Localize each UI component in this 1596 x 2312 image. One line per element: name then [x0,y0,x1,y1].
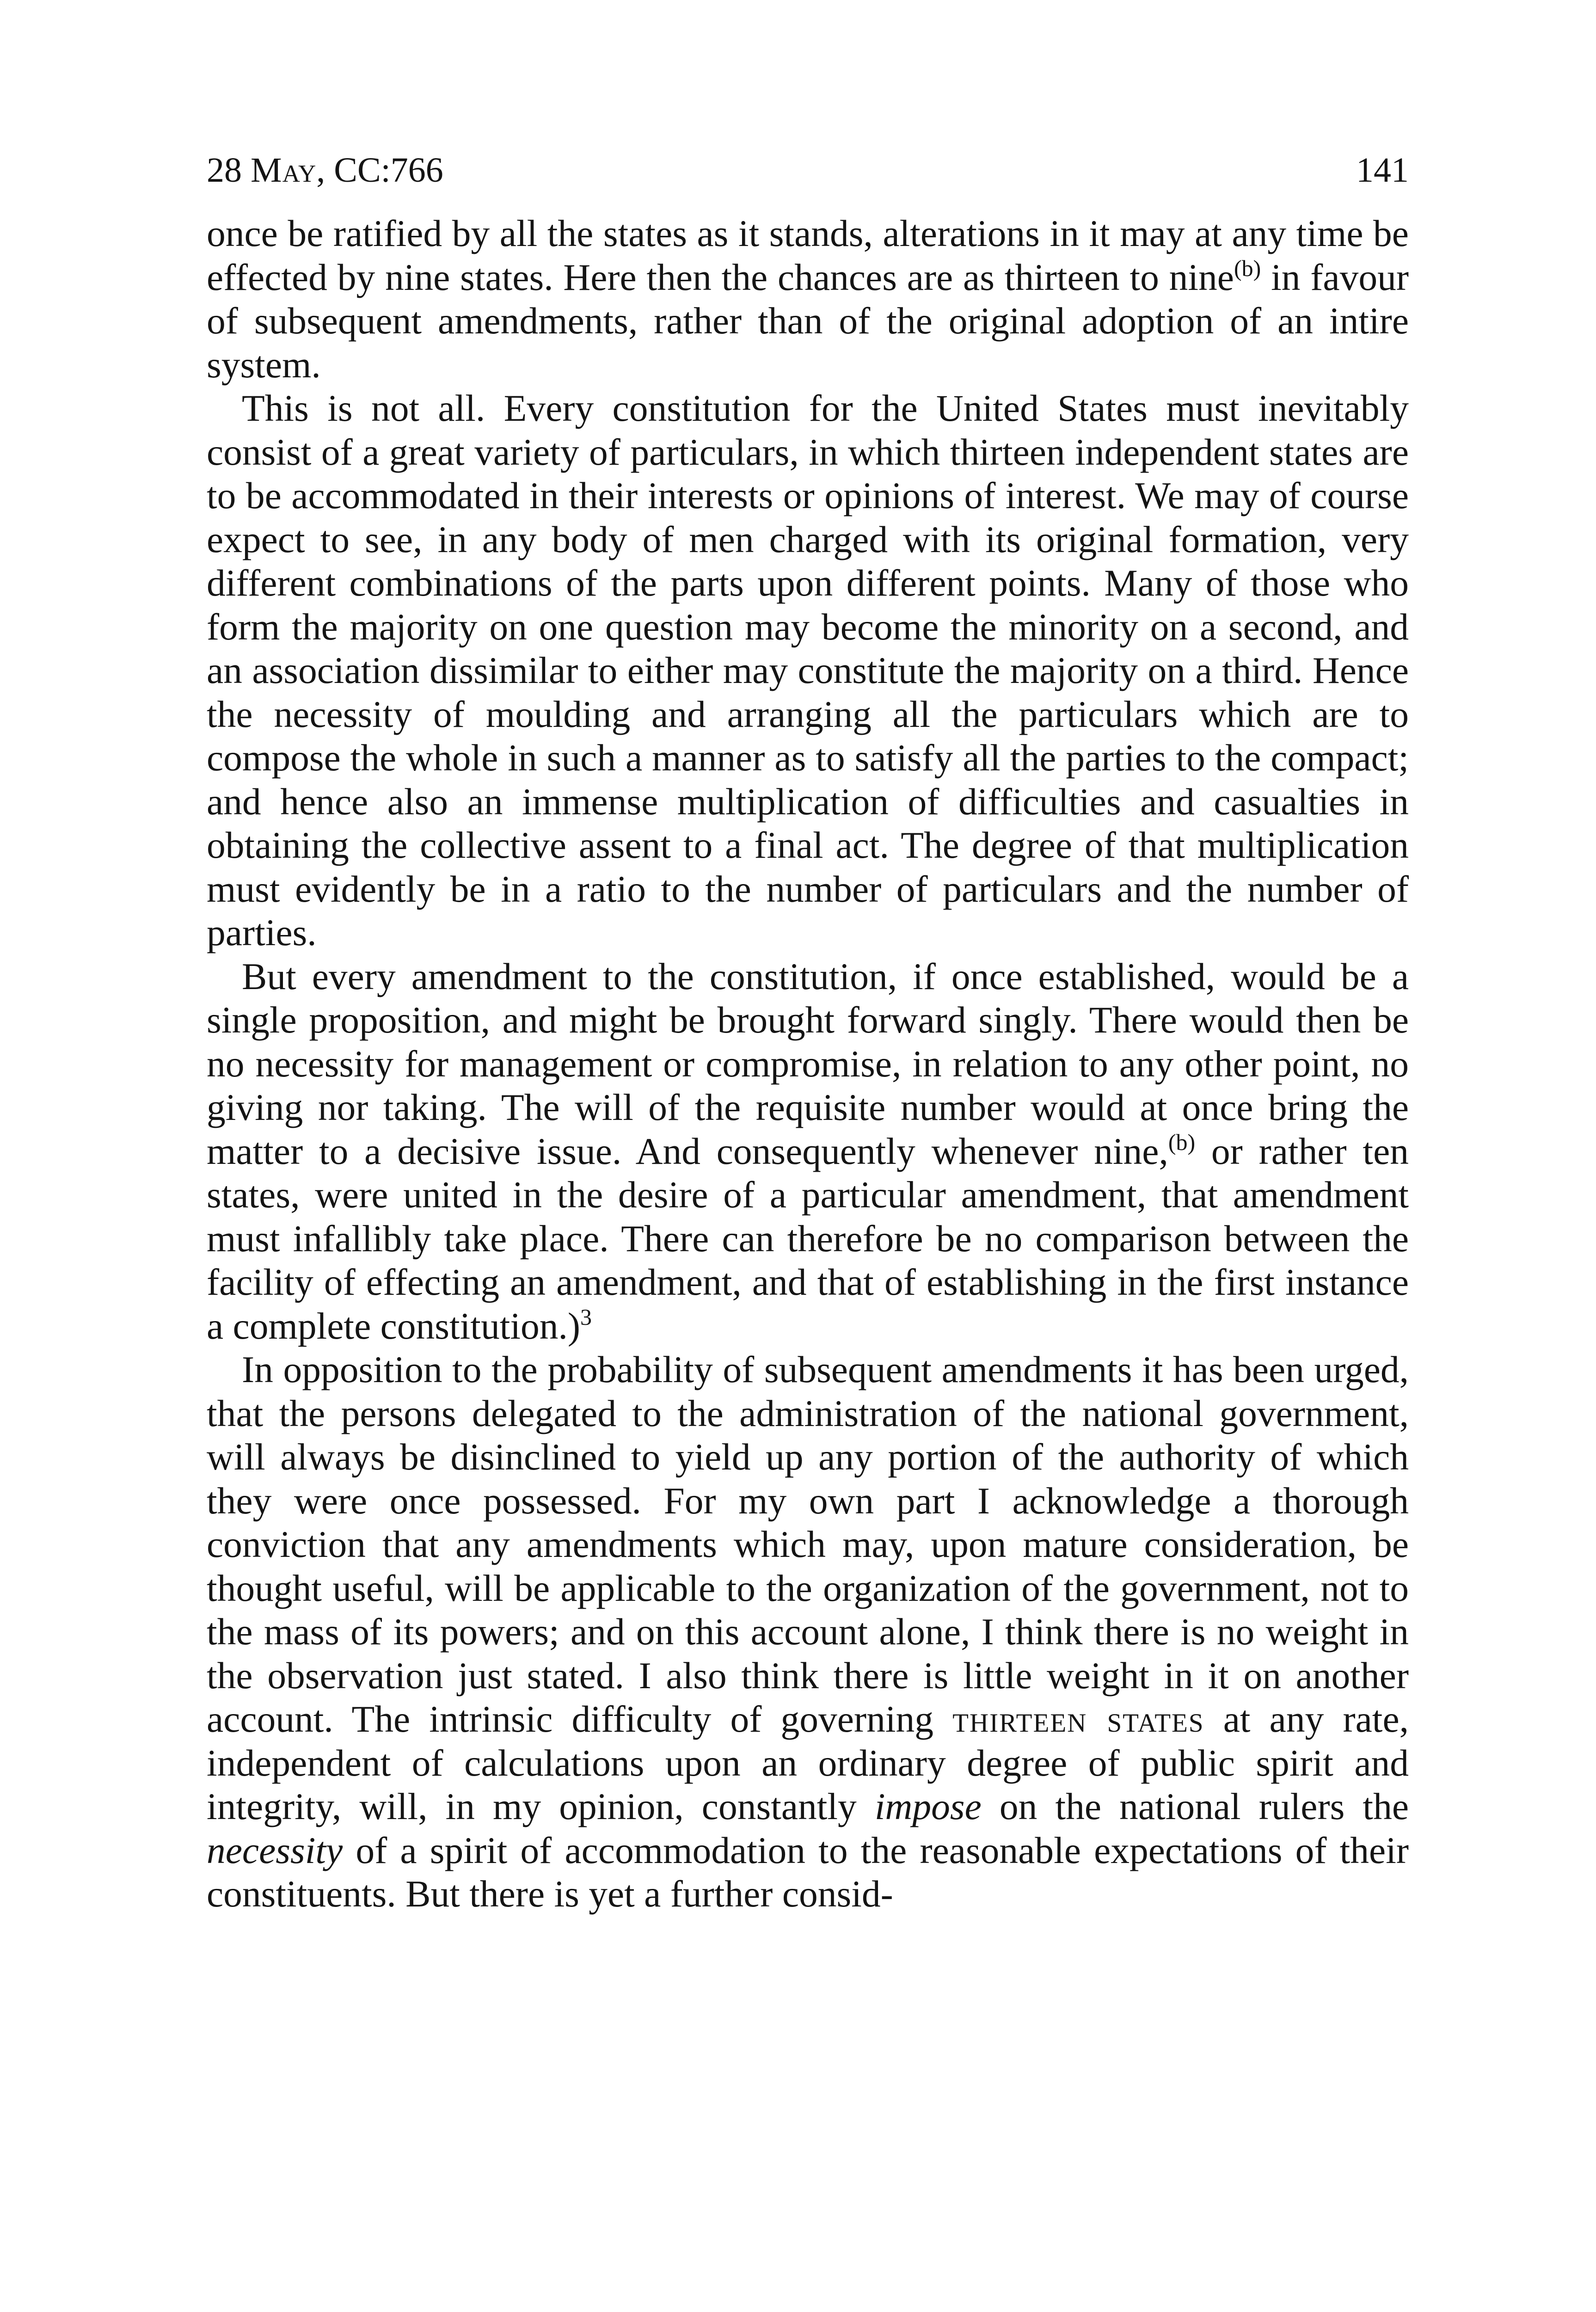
body-text [207,212,1409,1916]
document-page [207,148,1409,1916]
running-head-ref: CC:766 [334,151,443,190]
text-run: once be ratified by all the states as it stands, alterations in it may at any time be effected by nine states. Here then the chances are as thirteen to nine [207,212,1409,298]
text-run: of a spirit of accommodation to the reasonable expectations of their constituents. But there is yet a further consid- [207,1829,1409,1915]
text-run: or rather ten states, were united in the desire of a particular amendment, that amendment must infallibly take place. There can therefore be no comparison between the facility of effecting an amendment, and that of establishing in the first instance a complete constitution.) [207,1130,1409,1347]
text-run: In opposition to the probability of subsequent amendments it has been urged, that the persons delegated to the administration of the national government, will always be disinclined to yield up any portion of the authority of which they were once possessed. For my own part I acknowledge a thorough conviction that any amendments which may, upon mature consideration, be thought useful, will be applicable to the organization of the government, not to the mass of its powers; and on this account alone, I think there is no weight in the observation just stated. I also think there is little weight in it on another account. The intrinsic difficulty of governing [207,1348,1409,1740]
paragraph [207,955,1409,1348]
page-number: 141 [1356,151,1409,190]
running-head [207,148,1409,192]
footnote-marker: 3 [580,1304,592,1330]
text-run: on the national rulers the [981,1785,1409,1827]
running-head-separator: , [316,151,334,190]
text-run: in favour of subsequent amendments, rather than of the original adoption of an intire system. [207,256,1409,386]
running-head-month: May [251,151,317,190]
footnote-marker: (b) [1168,1129,1196,1155]
text-run: This is not all. Every constitution for the United States must inevitably consist of a great variety of particulars, in which thirteen independent states are to be accommodated in their interests or opinions of interest. We may of course expect to see, in any body of men charged with its original formation, very different combinations of the parts upon different points. Many of those who form the majority on one question may become the minority on a second, and an association dissimilar to either may constitute the majority on a third. Hence the necessity of moulding and arranging all the particulars which are to compose the whole in such a manner as to satisfy all the parties to the compact; and hence also an immense multiplication of difficulties and casualties in obtaining the collective assent to a final act. The degree of that multiplication must evidently be in a ratio to the number of particulars and the number of parties. [207,387,1409,953]
text-run: But every amendment to the constitution, if once established, would be a single proposition, and might be brought forward singly. There would then be no necessity for management or compromise, in relation to any other point, no giving nor taking. The will of the requisite number would at once bring the matter to a decisive issue. And consequently whenever nine, [207,955,1409,1172]
running-head-date: 28 [207,151,242,190]
paragraph [207,212,1409,387]
paragraph [207,387,1409,955]
running-head-left [207,148,443,192]
italic-text: necessity [207,1829,343,1871]
paragraph [207,1348,1409,1916]
text-run: at any rate, independent of calculations upon an ordinary degree of public spirit and integrity, will, in my opinion, constantly [207,1698,1409,1827]
small-caps-text: thirteen states [952,1698,1204,1740]
footnote-marker: (b) [1234,255,1261,281]
italic-text: impose [874,1785,982,1827]
